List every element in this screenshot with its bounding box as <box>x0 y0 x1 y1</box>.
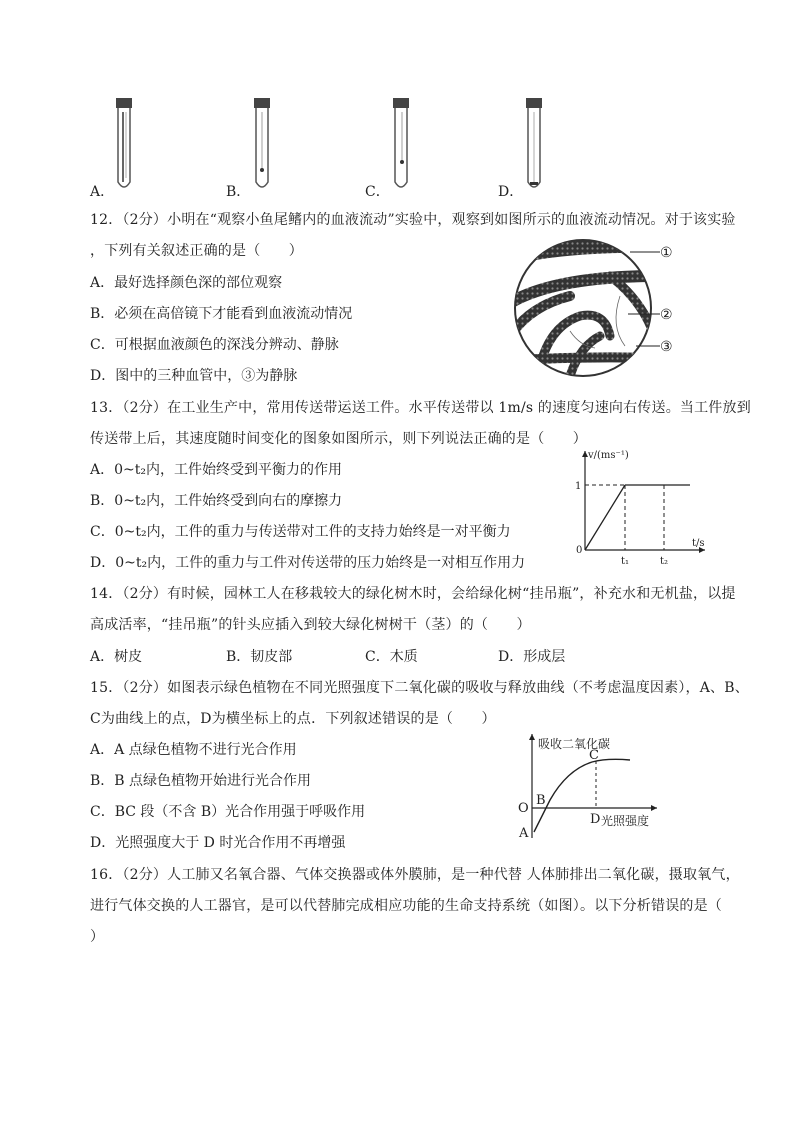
vt-t1-label: t₁ <box>621 556 630 567</box>
vt-xlabel: t/s <box>692 538 705 549</box>
q15-stem-line1: 15．（2分）如图表示绿色植物在不同光照强度下二氧化碳的吸收与释放曲线（不考虑温度因素），A、B、 <box>90 680 749 696</box>
q14-option-c[interactable]: C．木质 <box>365 649 418 665</box>
q11-option-a[interactable]: A． <box>90 184 115 200</box>
q16-stem-line2: 进行气体交换的人工器官，是可以代替肺完成相应功能的生命支持系统（如图）。以下分析错误的是（ <box>90 898 722 914</box>
velocity-time-graph <box>560 446 710 574</box>
q12-option-d[interactable]: D．图中的三种血管中，③为静脉 <box>90 368 298 384</box>
q16-stem-line1: 16．（2分）人工肺又名氧合器、气体交换器或体外膜肺，是一种代替 人体肺排出二氧化碳，摄取氧气， <box>90 867 740 883</box>
q11-option-d[interactable]: D． <box>498 184 524 200</box>
test-tube-b <box>250 98 274 194</box>
co2-point-b: B <box>536 793 546 808</box>
co2-point-d: D <box>590 812 601 827</box>
q13-option-a[interactable]: A．0~t₂内，工件始终受到平衡力的作用 <box>90 462 342 478</box>
q14-option-d[interactable]: D．形成层 <box>498 649 566 665</box>
co2-xlabel: 光照强度 <box>601 814 650 828</box>
q13-option-c[interactable]: C．0~t₂内，工件的重力与传送带对工件的支持力始终是一对平衡力 <box>90 524 511 540</box>
co2-point-a: A <box>519 826 529 841</box>
co2-point-c: C <box>589 748 599 763</box>
q13-option-d[interactable]: D．0~t₂内，工件的重力与工件对传送带的压力始终是一对相互作用力 <box>90 555 526 571</box>
test-tube-d <box>522 98 546 194</box>
q12-stem-line2: ，下列有关叙述正确的是（ ） <box>90 243 303 259</box>
test-tube-a <box>112 98 136 194</box>
co2-ylabel: 吸收二氧化碳 <box>538 737 611 751</box>
vt-t2-label: t₂ <box>660 556 669 567</box>
q12-option-b[interactable]: B．必须在高倍镜下才能看到血液流动情况 <box>90 306 353 322</box>
vessel-label-3: ③ <box>660 339 673 355</box>
q15-option-c[interactable]: C．BC 段（不含 B）光合作用强于呼吸作用 <box>90 804 366 820</box>
q15-option-a[interactable]: A．A 点绿色植物不进行光合作用 <box>90 742 297 758</box>
vt-origin-label: 0 <box>576 545 583 556</box>
blood-vessel-figure <box>510 236 685 381</box>
q15-option-d[interactable]: D．光照强度大于 D 时光合作用不再增强 <box>90 835 346 851</box>
q12-stem-line1: 12．（2分）小明在“观察小鱼尾鳍内的血液流动”实验中，观察到如图所示的血液流动情况。对于该实验 <box>90 212 736 228</box>
q14-option-a[interactable]: A．树皮 <box>90 649 143 665</box>
q14-stem-line1: 14．（2分）有时候，园林工人在移栽较大的绿化树木时，会给绿化树“挂吊瓶”，补充水和无机盐，以提 <box>90 586 736 602</box>
q16-stem-line3: ） <box>90 929 105 945</box>
test-tube-c <box>389 98 413 194</box>
q15-stem-line2: C为曲线上的点，D为横坐标上的点．下列叙述错误的是（ ） <box>90 711 496 727</box>
q11-option-b[interactable]: B． <box>226 184 251 200</box>
q11-option-c[interactable]: C． <box>365 184 390 200</box>
q12-option-c[interactable]: C．可根据血液颜色的深浅分辨动、静脉 <box>90 337 339 353</box>
vt-y1-label: 1 <box>575 481 582 492</box>
vessel-label-1: ① <box>660 245 673 261</box>
vessel-label-2: ② <box>660 307 673 323</box>
q14-stem-line2: 高成活率，“挂吊瓶”的针头应插入到较大绿化树树干（茎）的（ ） <box>90 617 531 633</box>
vt-ylabel: v/(ms⁻¹) <box>588 450 629 461</box>
q13-option-b[interactable]: B．0~t₂内，工件始终受到向右的摩擦力 <box>90 493 343 509</box>
q14-option-b[interactable]: B．韧皮部 <box>226 649 293 665</box>
q13-stem-line2: 传送带上后，其速度随时间变化的图象如图所示，则下列说法正确的是（ ） <box>90 431 587 447</box>
q13-stem-line1: 13．（2分）在工业生产中，常用传送带运送工件。水平传送带以 1m/s 的速度匀速向右传送。当工件放到 <box>90 400 751 416</box>
co2-light-graph <box>512 730 662 842</box>
q12-option-a[interactable]: A．最好选择颜色深的部位观察 <box>90 275 283 291</box>
q15-option-b[interactable]: B．B 点绿色植物开始进行光合作用 <box>90 773 312 789</box>
co2-origin-label: O <box>518 801 529 816</box>
